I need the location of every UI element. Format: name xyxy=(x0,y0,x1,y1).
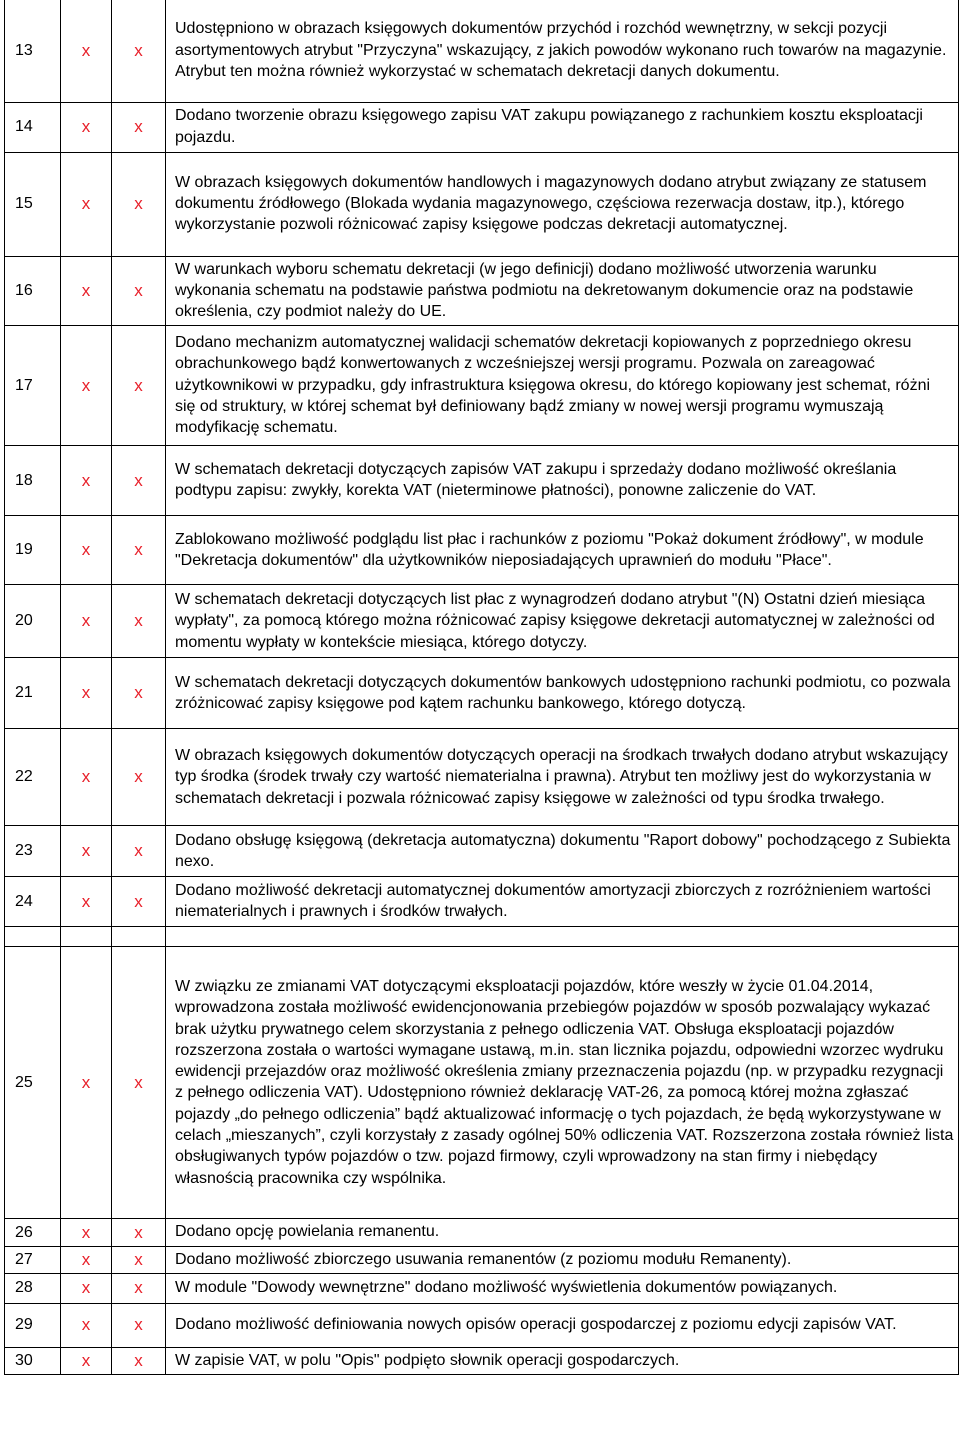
mark-x-second: x xyxy=(112,826,166,877)
mark-x-second: x xyxy=(112,1273,166,1303)
row-description: Dodano możliwość definiowania nowych opisów operacji gospodarczej z poziomu edycji zapisów VAT. xyxy=(166,1303,959,1347)
mark-x-first: x xyxy=(61,1219,112,1246)
row-number: 17 xyxy=(5,326,61,446)
mark-x-second: x xyxy=(112,658,166,729)
table-row xyxy=(5,729,959,826)
row-number: 24 xyxy=(5,877,61,927)
row-number: 20 xyxy=(5,585,61,658)
row-description: W schematach dekretacji dotyczących dokumentów bankowych udostępniono rachunki podmiotu, co pozwala zróżnicować zapisy księgowe pod kątem rachunku bankowego, którego dotyczą. xyxy=(166,658,959,729)
row-description: Zablokowano możliwość podglądu list płac i rachunków z poziomu "Pokaż dokument źródłowy", w module "Dekretacja dokumentów" dla użytkowników nieposiadających uprawnień do modułu "Płace". xyxy=(166,516,959,585)
mark-x-second: x xyxy=(112,877,166,927)
mark-x-second: x xyxy=(112,256,166,326)
row-description: W związku ze zmianami VAT dotyczącymi eksploatacji pojazdów, które weszły w życie 01.04.2014, wprowadzona została możliwość ewidencjonowania przebiegów pojazdów w sposób pozwalający wykazać brak użytku prywatnego celem skorzystania z pełnego odliczenia VAT. Obsługa eksploatacji pojazdów rozszerzona została o wartości wymagane ustawą, m.in. stan licznika pojazdu, odpowiedni wzorzec wydruku ewidencji przejazdów oraz możliwość określenia zmiany przeznaczenia pojazdu (np. w przypadku rezygnacji z pełnego odliczenia VAT). Udostępniono również deklarację VAT-26, za pomocą której można zgłaszać pojazdy „do pełnego odliczenia” bądź aktualizować informację o tych pojazdach, że będą wykorzystywane w celach „mieszanych”, czyli korzystały z zasady ogólnej 50% odliczenia VAT. Rozszerzona została również lista obsługiwanych typów pojazdów o tzw. pojazd firmowy, czyli wprowadzony na stan firmy i niebędący własnością pracownika czy wspólnika. xyxy=(166,947,959,1219)
row-number: 19 xyxy=(5,516,61,585)
table-row xyxy=(5,446,959,516)
mark-x-first: x xyxy=(61,102,112,152)
row-description: Dodano opcję powielania remanentu. xyxy=(166,1219,959,1246)
row-description: Dodano tworzenie obrazu księgowego zapisu VAT zakupu powiązanego z rachunkiem kosztu eksploatacji pojazdu. xyxy=(166,102,959,152)
mark-x-first: x xyxy=(61,947,112,1219)
spacer-cell xyxy=(61,927,112,947)
mark-x-second: x xyxy=(112,729,166,826)
row-number: 13 xyxy=(5,0,61,102)
row-description: Dodano możliwość zbiorczego usuwania remanentów (z poziomu modułu Remanenty). xyxy=(166,1246,959,1273)
row-description: Dodano możliwość dekretacji automatycznej dokumentów amortyzacji zbiorczych z rozróżnieniem wartości niematerialnych i prawnych i środków trwałych. xyxy=(166,877,959,927)
row-description: W schematach dekretacji dotyczących zapisów VAT zakupu i sprzedaży dodano możliwość określania podtypu zapisu: zwykły, korekta VAT (nieterminowe płatności), ponowne zaliczenie do VAT. xyxy=(166,446,959,516)
table-row xyxy=(5,877,959,927)
row-description: W warunkach wyboru schematu dekretacji (w jego definicji) dodano możliwość utworzenia warunku wykonania schematu na podstawie państwa podmiotu na dekretowanym dokumencie oraz na podstawie określenia, czy podmiot należy do UE. xyxy=(166,256,959,326)
row-number: 30 xyxy=(5,1347,61,1374)
mark-x-first: x xyxy=(61,516,112,585)
mark-x-first: x xyxy=(61,1246,112,1273)
row-number: 25 xyxy=(5,947,61,1219)
row-number: 21 xyxy=(5,658,61,729)
row-number: 16 xyxy=(5,256,61,326)
row-number: 14 xyxy=(5,102,61,152)
mark-x-second: x xyxy=(112,446,166,516)
table-row xyxy=(5,585,959,658)
row-description: Udostępniono w obrazach księgowych dokumentów przychód i rozchód wewnętrzny, w sekcji pozycji asortymentowych atrybut "Przyczyna" wskazujący, z jakich powodów wykonano ruch towarów na magazynie. Atrybut ten można również wykorzystać w schematach dekretacji danych dokumentu. xyxy=(166,0,959,102)
mark-x-first: x xyxy=(61,585,112,658)
row-number: 29 xyxy=(5,1303,61,1347)
mark-x-second: x xyxy=(112,1303,166,1347)
mark-x-second: x xyxy=(112,1347,166,1374)
table-row xyxy=(5,516,959,585)
table-row xyxy=(5,826,959,877)
table-body xyxy=(5,0,959,1375)
table-row xyxy=(5,256,959,326)
mark-x-second: x xyxy=(112,1219,166,1246)
row-description: W obrazach księgowych dokumentów dotyczących operacji na środkach trwałych dodano atrybut wskazujący typ środka (środek trwały czy wartość niematerialna i prawna). Atrybut ten możliwy jest do wykorzystania w schematach dekretacji i pozwala różnicować zapisy księgowe w zależności od typu środka trwałego. xyxy=(166,729,959,826)
mark-x-first: x xyxy=(61,1273,112,1303)
row-number: 23 xyxy=(5,826,61,877)
mark-x-second: x xyxy=(112,516,166,585)
mark-x-first: x xyxy=(61,658,112,729)
mark-x-second: x xyxy=(112,102,166,152)
changelog-table xyxy=(4,0,959,1375)
table-row xyxy=(5,102,959,152)
mark-x-first: x xyxy=(61,326,112,446)
mark-x-second: x xyxy=(112,1246,166,1273)
row-description: Dodano mechanizm automatycznej walidacji schematów dekretacji kopiowanych z poprzedniego okresu obrachunkowego bądź konwertowanych z wcześniejszej wersji programu. Pozwala on zareagować użytkownikowi w przypadku, gdy infrastruktura księgowa okresu, do którego kopiowany jest schemat, różni się od struktury, w której schemat był definiowany bądź zmiany w nowej wersji programu wymuszają modyfikację schematu. xyxy=(166,326,959,446)
mark-x-first: x xyxy=(61,826,112,877)
table-row xyxy=(5,658,959,729)
row-description: W zapisie VAT, w polu "Opis" podpięto słownik operacji gospodarczych. xyxy=(166,1347,959,1374)
row-description: W module "Dowody wewnętrzne" dodano możliwość wyświetlenia dokumentów powiązanych. xyxy=(166,1273,959,1303)
table-row xyxy=(5,1303,959,1347)
mark-x-second: x xyxy=(112,152,166,256)
row-number: 15 xyxy=(5,152,61,256)
spacer-cell xyxy=(5,927,61,947)
table-row xyxy=(5,1347,959,1374)
mark-x-first: x xyxy=(61,877,112,927)
mark-x-second: x xyxy=(112,326,166,446)
row-number: 27 xyxy=(5,1246,61,1273)
table-row xyxy=(5,947,959,1219)
row-number: 22 xyxy=(5,729,61,826)
row-number: 28 xyxy=(5,1273,61,1303)
mark-x-first: x xyxy=(61,0,112,102)
table-row xyxy=(5,326,959,446)
row-description: W schematach dekretacji dotyczących list płac z wynagrodzeń dodano atrybut "(N) Ostatni dzień miesiąca wypłaty", za pomocą którego można różnicować zapisy księgowe dekretacji automatycznej w zależności od momentu wypłaty w kontekście miesiąca, którego dotyczy. xyxy=(166,585,959,658)
row-description: Dodano obsługę księgową (dekretacja automatyczna) dokumentu "Raport dobowy" pochodzącego z Subiekta nexo. xyxy=(166,826,959,877)
row-description: W obrazach księgowych dokumentów handlowych i magazynowych dodano atrybut związany ze statusem dokumentu źródłowego (Blokada wydania magazynowego, częściowa rezerwacja dostaw, itp.), którego wykorzystanie pozwoli różnicować zapisy księgowe podczas dekretacji automatycznej. xyxy=(166,152,959,256)
mark-x-second: x xyxy=(112,947,166,1219)
mark-x-first: x xyxy=(61,152,112,256)
mark-x-second: x xyxy=(112,0,166,102)
table-row xyxy=(5,152,959,256)
table-row xyxy=(5,1273,959,1303)
spacer-cell xyxy=(166,927,959,947)
table-row xyxy=(5,1246,959,1273)
mark-x-second: x xyxy=(112,585,166,658)
spacer-cell xyxy=(112,927,166,947)
table-row xyxy=(5,0,959,102)
mark-x-first: x xyxy=(61,446,112,516)
mark-x-first: x xyxy=(61,256,112,326)
row-number: 18 xyxy=(5,446,61,516)
table-row xyxy=(5,1219,959,1246)
row-number: 26 xyxy=(5,1219,61,1246)
table-spacer-row xyxy=(5,927,959,947)
mark-x-first: x xyxy=(61,1347,112,1374)
mark-x-first: x xyxy=(61,1303,112,1347)
mark-x-first: x xyxy=(61,729,112,826)
